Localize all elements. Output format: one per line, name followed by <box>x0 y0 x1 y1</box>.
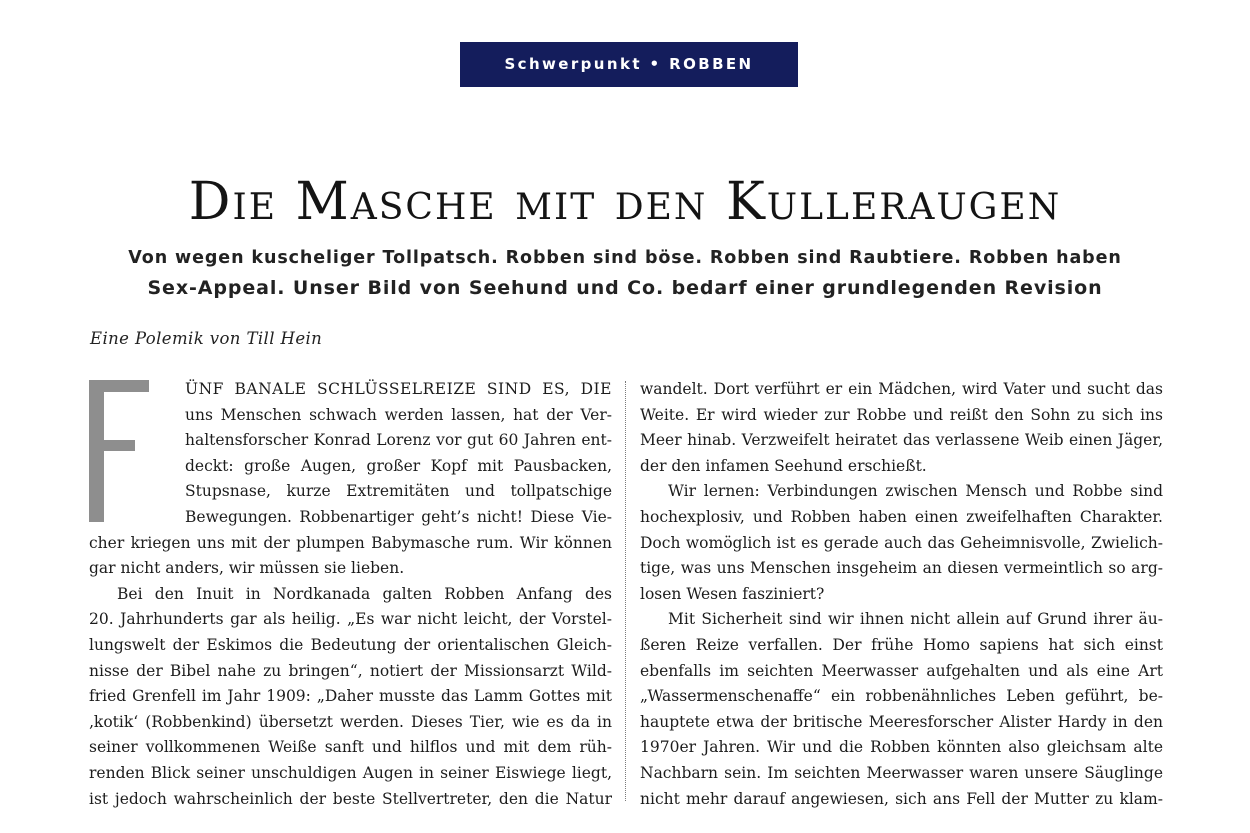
body-line: uns Menschen schwach werden lassen, hat der Ver- <box>185 405 612 424</box>
body-line: cher kriegen uns mit der plumpen Babymasche rum. Wir können <box>89 533 612 552</box>
body-line: ÜNF BANALE SCHLÜSSELREIZE SIND ES, DIE <box>185 380 612 398</box>
body-line: seiner vollkommenen Weiße sanft und hilflos und mit dem rüh- <box>89 738 612 757</box>
body-line: der den infamen Seehund erschießt. <box>640 456 927 475</box>
body-line: hauptete etwa der britische Meeresforscher Alister Hardy in den <box>640 712 1163 731</box>
body-line: lungswelt der Eskimos die Bedeutung der orientalischen Gleich- <box>89 635 612 654</box>
body-line: 1970er Jahren. Wir und die Robben könnten also gleichsam alte <box>640 738 1163 757</box>
body-line: renden Blick seiner unschuldigen Augen in seiner Eiswiege liegt, <box>89 763 612 782</box>
article-column-right <box>640 377 1163 812</box>
body-line: deckt: große Augen, großer Kopf mit Pausbacken, <box>185 456 612 475</box>
article-column-left <box>89 377 612 812</box>
body-line: wandelt. Dort verführt er ein Mädchen, wird Vater und sucht das <box>640 380 1163 398</box>
body-line: Bei den Inuit in Nordkanada galten Robben Anfang des <box>117 584 612 603</box>
body-line: fried Grenfell im Jahr 1909: „Daher musste das Lamm Gottes mit <box>89 687 612 706</box>
article-headline: Die Masche mit den Kulleraugen <box>188 172 1062 232</box>
body-line: Stupsnase, kurze Extremitäten und tollpatschige <box>185 482 612 501</box>
byline: Eine Polemik von Till Hein <box>90 329 323 348</box>
body-line: hochexplosiv, und Robben haben einen zweifelhaften Charakter. <box>640 507 1163 526</box>
deck-line: Sex-Appeal. Unser Bild von Seehund und Co. bedarf einer grundlegenden Revision <box>147 277 1103 299</box>
section-rubric: Schwerpunkt • ROBBEN <box>460 42 798 87</box>
body-line: ist jedoch wahrscheinlich der beste Stellvertreter, den die Natur <box>89 789 612 808</box>
body-line: 20. Jahrhunderts gar als heilig. „Es war nicht leicht, der Vorstel- <box>89 610 612 629</box>
body-line: Nachbarn sein. Im seichten Meerwasser waren unsere Säuglinge <box>640 763 1163 782</box>
body-line: ebenfalls im seichten Meerwasser aufgehalten und als eine Art <box>640 661 1163 680</box>
body-line: Bewegungen. Robbenartiger geht’s nicht! Diese Vie- <box>185 507 612 526</box>
body-line: Meer hinab. Verzweifelt heiratet das verlassene Weib einen Jäger, <box>640 431 1163 450</box>
body-line: ßeren Reize verfallen. Der frühe Homo sapiens hat sich einst <box>640 635 1163 654</box>
body-line: Mit Sicherheit sind wir ihnen nicht allein auf Grund ihrer äu- <box>668 610 1163 629</box>
column-divider <box>625 381 626 801</box>
body-line: tige, was uns Menschen insgeheim an diesen vermeintlich so arg- <box>640 559 1163 578</box>
body-line: „Wassermenschenaffe“ ein robbenähnliches Leben geführt, be- <box>640 687 1163 706</box>
body-line: losen Wesen fasziniert? <box>640 584 825 603</box>
body-line: Wir lernen: Verbindungen zwischen Mensch und Robbe sind <box>668 482 1163 501</box>
body-line: Weite. Er wird wieder zur Robbe und reißt den Sohn zu sich ins <box>640 405 1163 424</box>
deck-line: Von wegen kuscheliger Tollpatsch. Robben sind böse. Robben sind Raubtiere. Robben haben <box>128 248 1122 268</box>
body-line: nisse der Bibel nahe zu bringen“, notiert der Missionsarzt Wild- <box>89 661 612 680</box>
body-line: ‚kotik‘ (Robbenkind) übersetzt werden. Dieses Tier, wie es da in <box>89 712 612 731</box>
body-line: gar nicht anders, wir müssen sie lieben. <box>89 559 405 578</box>
body-line: haltensforscher Konrad Lorenz vor gut 60 Jahren ent- <box>185 431 612 450</box>
article-deck <box>120 243 1130 303</box>
body-line: Doch womöglich ist es gerade auch das Geheimnisvolle, Zwielich- <box>640 533 1163 552</box>
body-line: nicht mehr darauf angewiesen, sich ans Fell der Mutter zu klam- <box>640 789 1163 808</box>
